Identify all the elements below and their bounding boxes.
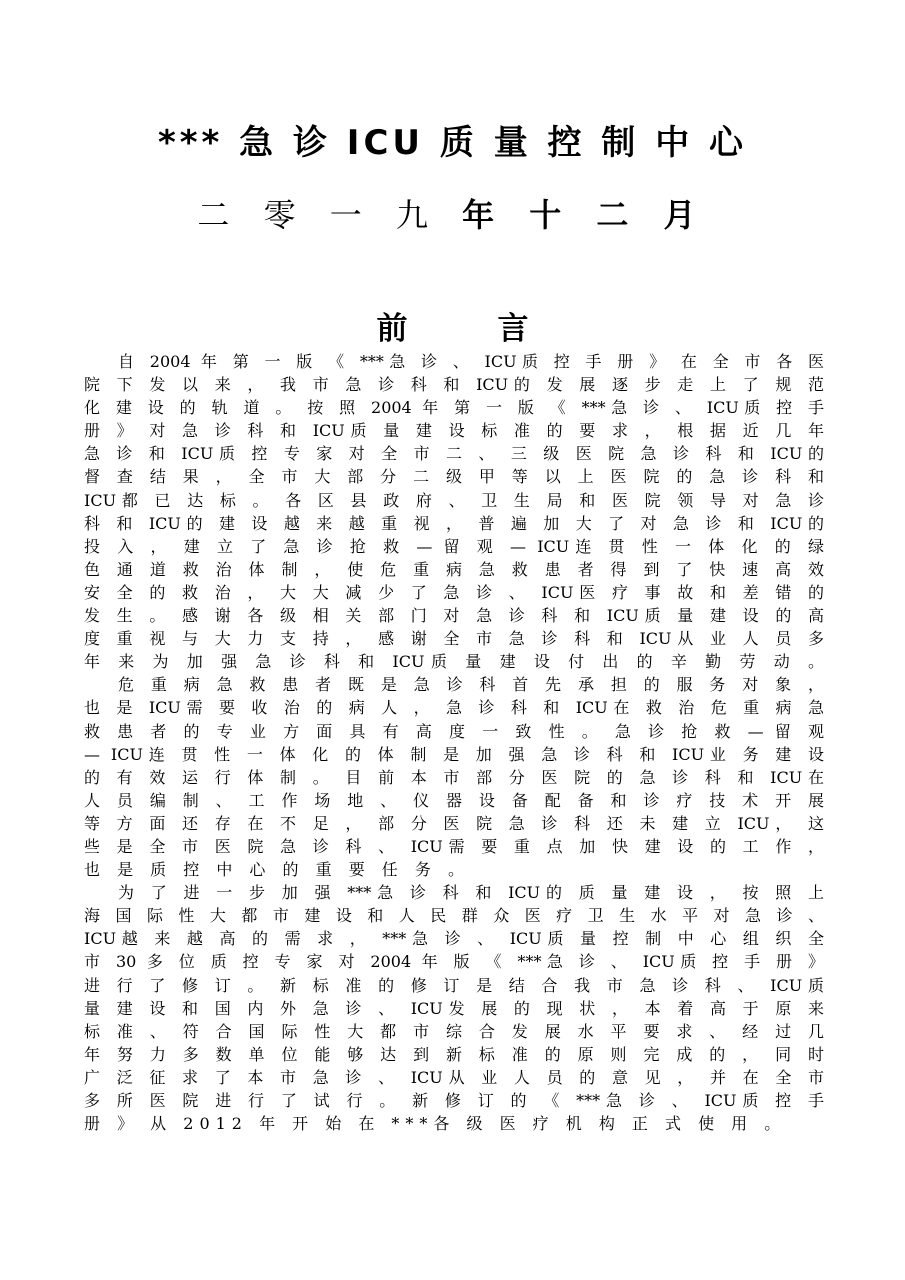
text-line: 量 建 设 和 国 内 外 急 诊 、 ICU发 展 的 现 状 ， 本 着 高 于 原 来 [84, 998, 824, 1018]
text-line: 些 是 全 市 医 院 急 诊 科 、 ICU需 要 重 点 加 快 建 设 的 工 作 ， [84, 836, 824, 856]
text-line: 标 准 、 符 合 国 际 性 大 都 市 综 合 发 展 水 平 要 求 、 经 过 几 [84, 1021, 824, 1041]
paragraph-3 [84, 881, 824, 1135]
text-line: 急 诊 和 ICU质 控 专 家 对 全 市 二 、 三 级 医 院 急 诊 科 和 ICU的 [84, 444, 824, 464]
text-line: 为 了 进 一 步 加 强 ***急 诊 科 和 ICU的 质 量 建 设 ， 按 照 上 [118, 883, 824, 903]
text-line: 发 生 。 感 谢 各 级 相 关 部 门 对 急 诊 科 和 ICU质 量 建 设 的 高 [84, 606, 824, 626]
document-date [0, 192, 905, 238]
text-line: 安 全 的 救 治 ， 大 大 减 少 了 急 诊 、 ICU医 疗 事 故 和 差 错 的 [84, 582, 824, 602]
text-line: 度 重 视 与 大 力 支 持 ， 感 谢 全 市 急 诊 科 和 ICU从 业 人 员 多 [84, 629, 824, 649]
text-line: 也 是 质 控 中 心 的 重 要 任 务 。 [84, 860, 470, 880]
paragraph-2 [84, 673, 824, 881]
text-line: 年 来 为 加 强 急 诊 科 和 ICU质 量 建 设 付 出 的 辛 勤 劳 动 。 [84, 652, 824, 672]
text-line: 人 员 编 制 、 工 作 场 地 、 仪 器 设 备 配 备 和 诊 疗 技 术 开 展 [84, 790, 824, 810]
text-line: 也 是 ICU需 要 收 治 的 病 人 ， 急 诊 科 和 ICU在 救 治 危 重 病 急 [84, 698, 824, 718]
text-line: 院 下 发 以 来 ， 我 市 急 诊 科 和 ICU的 发 展 逐 步 走 上 了 规 范 [84, 375, 824, 395]
text-line: 化 建 设 的 轨 道 。 按 照 2004 年 第 一 版 《 ***急 诊 、 ICU质 控 手 [84, 398, 824, 418]
preface-heading-char-2: 言 [497, 311, 529, 347]
text-line: 市 30 多 位 质 控 专 家 对 2004 年 版 《 ***急 诊 、 ICU质 控 手 册 》 [84, 952, 824, 972]
preface-heading [0, 306, 905, 352]
text-line: 海 国 际 性 大 都 市 建 设 和 人 民 群 众 医 疗 卫 生 水 平 对 急 诊 、 [84, 906, 824, 926]
text-line: 多 所 医 院 进 行 了 试 行 。 新 修 订 的 《 ***急 诊 、 ICU质 控 手 [84, 1091, 824, 1110]
text-line: ICU都 已 达 标 。 各 区 县 政 府 、 卫 生 局 和 医 院 领 导 对 急 诊 [84, 490, 824, 510]
text-line: 广 泛 征 求 了 本 市 急 诊 、 ICU从 业 人 员 的 意 见 ， 并 在 全 市 [84, 1067, 824, 1087]
preface-body [84, 350, 824, 1135]
text-line: 色 通 道 救 治 体 制 ， 使 危 重 病 急 救 患 者 得 到 了 快 速 高 效 [84, 559, 824, 579]
text-line: 危 重 病 急 救 患 者 既 是 急 诊 科 首 先 承 担 的 服 务 对 象 ， [118, 675, 824, 695]
preface-heading-char-1: 前 [376, 311, 408, 347]
text-line: 的 有 效 运 行 体 制 。 目 前 本 市 部 分 医 院 的 急 诊 科 和 ICU在 [84, 767, 824, 787]
text-line: 进 行 了 修 订 。 新 标 准 的 修 订 是 结 合 我 市 急 诊 科 、 ICU质 [84, 975, 824, 995]
text-line: ICU越 来 越 高 的 需 求 ， ***急 诊 、 ICU质 量 控 制 中 心 组 织 全 [84, 929, 824, 949]
text-line: 自 2004 年 第 一 版 《 ***急 诊 、 ICU质 控 手 册 》 在 全 市 各 医 [118, 352, 824, 371]
document-title: *** 急 诊 ICU 质 量 控 制 中 心 [157, 123, 748, 163]
text-line: 投 入 ， 建 立 了 急 诊 抢 救 — 留 观 — ICU连 贯 性 一 体 化 的 绿 [84, 536, 824, 556]
text-line: 年 努 力 多 数 单 位 能 够 达 到 新 标 准 的 原 则 完 成 的 ， 同 时 [84, 1044, 824, 1064]
date-year-text: 二 零 一 九 [197, 196, 440, 234]
text-line: 科 和 ICU的 建 设 越 来 越 重 视 ， 普 遍 加 大 了 对 急 诊 和 ICU的 [84, 513, 824, 533]
date-month-text: 年 十 二 月 [462, 196, 708, 234]
paragraph-1 [84, 350, 824, 673]
text-line: 救 患 者 的 专 业 方 面 具 有 高 度 一 致 性 。 急 诊 抢 救 — 留 观 [84, 721, 824, 741]
text-line: 督 查 结 果 ， 全 市 大 部 分 二 级 甲 等 以 上 医 院 的 急 诊 科 和 [84, 467, 824, 487]
text-line: 等 方 面 还 存 在 不 足 ， 部 分 医 院 急 诊 科 还 未 建 立 ICU， 这 [84, 813, 824, 833]
text-line: — ICU连 贯 性 一 体 化 的 体 制 是 加 强 急 诊 科 和 ICU业 务 建 设 [84, 744, 824, 764]
text-line: 册 》 从 2012 年 开 始 在 ***各 级 医 疗 机 构 正 式 使 用 。 [84, 1114, 787, 1134]
text-line: 册 》 对 急 诊 科 和 ICU质 量 建 设 标 准 的 要 求 ， 根 据 近 几 年 [84, 421, 824, 441]
